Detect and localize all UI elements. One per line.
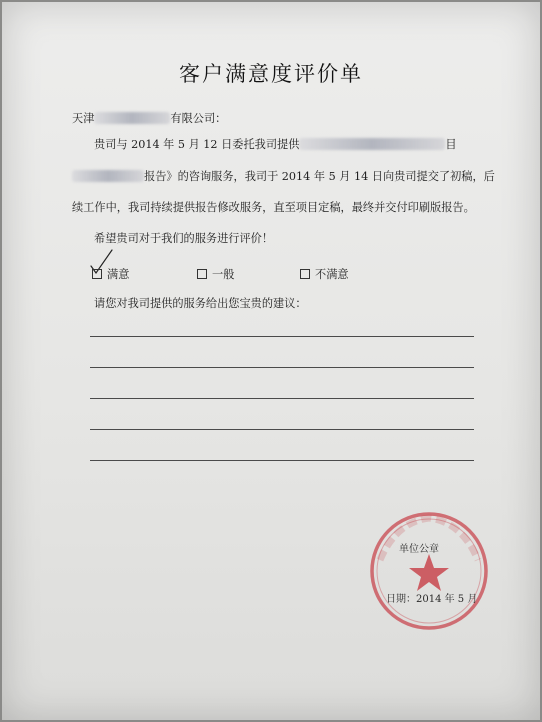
body-line-3: 续工作中，我司持续提供报告修改服务，直至项目定稿，最终并交付印刷版报告。 [72,201,475,214]
signature-date: 日期：2014 年 5 月 [386,594,478,605]
seal-label: 单位公章 [399,544,439,555]
body-line-1-text: 贵司与 2014 年 5 月 12 日委托我司提供 [94,138,300,151]
form-title: 客户满意度评价单 [179,62,363,86]
body-line-1 [94,136,457,152]
rating-label-unsatisfied: 不满意 [315,268,349,281]
body-line-1-end: 目 [445,138,457,151]
checkbox-icon [300,269,310,279]
suggestion-line[interactable] [90,429,474,430]
greeting-prefix: 天津 [72,112,95,125]
rating-option-unsatisfied[interactable] [300,266,349,282]
redacted-company-name [94,112,170,124]
rating-option-neutral[interactable] [197,266,234,282]
greeting-suffix: 有限公司： [170,112,227,125]
body-line-4: 希望贵司对于我们的服务进行评价！ [94,232,274,245]
suggestion-line[interactable] [90,398,474,399]
redacted-project-name [299,138,445,150]
rating-label-neutral: 一般 [212,268,235,281]
rating-option-satisfied[interactable] [92,266,129,282]
company-seal-stamp [366,508,492,634]
greeting-line [72,110,226,126]
checkbox-icon [92,269,102,279]
checkbox-icon [197,269,207,279]
suggestion-prompt: 请您对我司提供的服务给出您宝贵的建议： [94,297,307,310]
body-line-2 [72,168,495,184]
suggestion-line[interactable] [90,460,474,461]
redacted-report-name [72,170,144,182]
body-line-2-text: 报告》的咨询服务，我司于 2014 年 5 月 14 日向贵司提交了初稿，后 [144,170,495,183]
rating-label-satisfied: 满意 [107,268,130,281]
suggestion-line[interactable] [90,367,474,368]
evaluation-form-page [2,2,540,720]
suggestion-line[interactable] [90,336,474,337]
